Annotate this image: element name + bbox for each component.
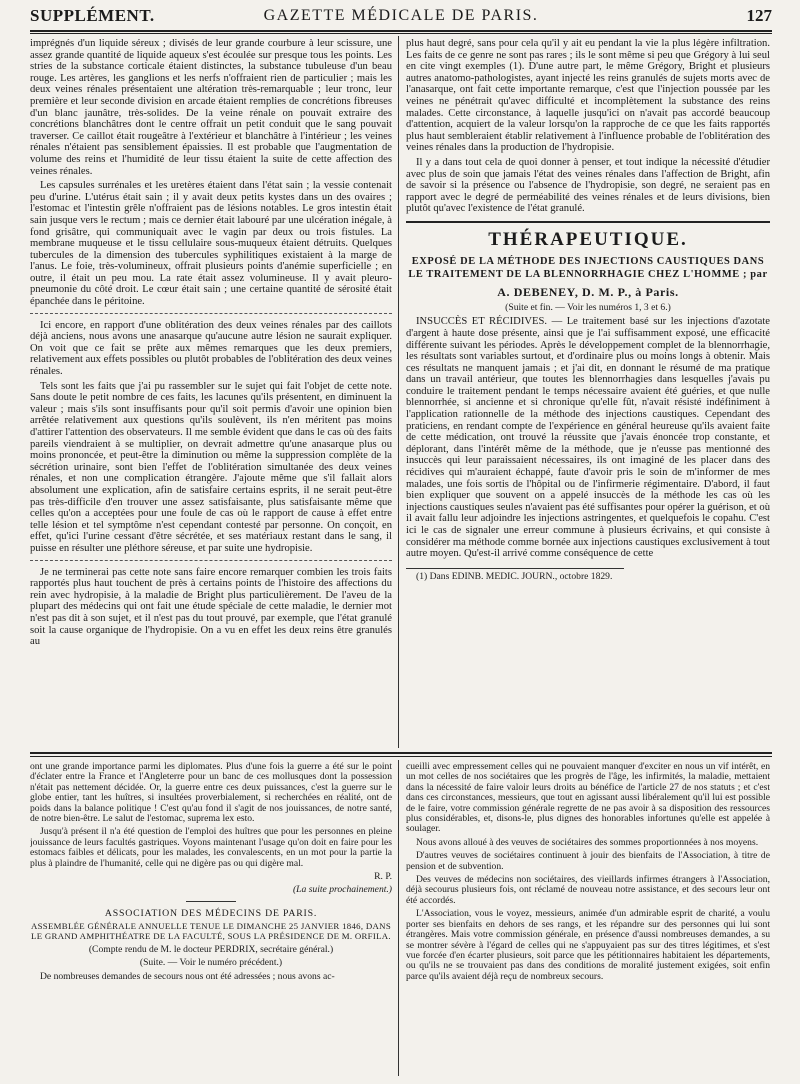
feuilleton-paragraph-1: ont une grande importance parmi les diplomates. Plus d'une fois la guerre a été sur le point d'éclater entre la France et l'Angleterre pour un banc de ces mollusques dont la possession n'était pas nettement décidée. Or, la guerre entre ces deux puissances, c'est la guerre sur le globe entier, tant les huîtres, si insultées proverbialement, si recherchées en réalité, ont de poids dans la balance politique ! C'est qu'au fond il s'agit de nos jouissances, de notre santé, de notre bien-être. Le salut de l'estomac, suprema lex esto. [30, 762, 392, 825]
header-rule-thin [30, 33, 772, 34]
assoc-right-paragraph-5: L'Association, vous le voyez, messieurs, animée d'un admirable esprit de charité, a voulu porter ses bienfaits en dehors de ses rangs, et les répandre sur des personnes qui lui sont étrangères. Mais votre commission générale, en présence d'aussi nombreuses demandes, a su se montrer sévère à l'égard de celles qui ne s'appuyaient pas sur des titres légitimes, et s'est vue forcée d'en écarter plusieurs, soit parce que les pétitionnaires habitaient les départements, ou qu'ils ne se trouvaient pas dans des conditions de moralité justement exigées, soit enfin parce qu'ils avaient déjà reçu de nombreux secours. [406, 908, 770, 982]
right-paragraph-1: plus haut degré, sans pour cela qu'il y ait eu pendant la vie la plus légère infiltration. Les faits de ce genre ne sont pas rares ; ils le sont même si peu que Grégory à lui seul en cite vingt exemples (1). D'une autre part, le même Grégory, Bright et plusieurs autres anatomo-pathologistes, ayant injecté les reins granulés de sujets morts avec de l'anasarque, ont fait cette importante remarque, c'est que l'injection poussée par les veines ne pénétrait qu'avec difficulté et incomplètement la substance des reins malades. Cette circonstance, à laquelle jusqu'ici on n'avait pas accordé beaucoup d'attention, acquiert de la valeur lorsqu'on la rapproche de ce que les faits rapportés plus haut sembleraient établir relativement à l'influence probable de l'oblitération des veines rénales dans la production de l'hydropisie. [406, 38, 770, 154]
article-title: EXPOSÉ DE LA MÉTHODE DES INJECTIONS CAUSTIQUES DANS LE TRAITEMENT DE LA BLENNORRHAGIE CHEZ L'HOMME ; par [408, 255, 768, 280]
supplement-label: SUPPLÉMENT. [30, 6, 155, 25]
section-rule [406, 221, 770, 223]
bottom-left-column [30, 762, 392, 1078]
report-credit: (Compte rendu de M. le docteur PERDRIX, secrétaire général.) [88, 943, 334, 955]
header-rule [30, 30, 772, 32]
journal-title: GAZETTE MÉDICALE DE PARIS. [263, 7, 539, 24]
page-header [30, 6, 772, 28]
signature: R. P. [374, 871, 392, 883]
left-paragraph-5: Je ne terminerai pas cette note sans faire encore remarquer combien les trois faits rapportés plus haut touchent de près à certains points de l'histoire des affections du rein avec hydropisie, à la maladie de Bright plus particulièrement. De l'aveu de la plupart des médecins qui ont fait une étude spéciale de cette maladie, le dernier mot n'est pas dit à son sujet, et il n'est pas du tout prouvé, par exemple, que l'état granulé soit la cause organique de l'hydropisie. On a vu en effet les deux reins être granulés au [30, 566, 392, 648]
article-note: (Suite et fin. — Voir les numéros 1, 3 et 6.) [505, 301, 671, 313]
feuilleton-rule-thin [30, 756, 772, 757]
left-column [30, 38, 392, 750]
page-number: 127 [746, 6, 772, 25]
section-title: THÉRAPEUTIQUE. [488, 228, 688, 250]
assoc-right-paragraph-3: D'autres veuves de sociétaires continuent à jouir des bienfaits de l'Association, à titre de pension et de subvention. [406, 850, 770, 872]
assembly-subtitle: ASSEMBLÉE GÉNÉRALE ANNUELLE TENUE LE DIMANCHE 25 JANVIER 1846, DANS LE GRAND AMPHITHÉATRE DE LA FACULTÉ, SOUS LA PRÉSIDENCE DE M. ORFILA. [30, 920, 392, 942]
short-rule [186, 901, 236, 902]
left-paragraph-1: imprégnés d'un liquide séreux ; divisés de leur grande courbure à leur scissure, une assez grande quantité de liquide aqueux s'est écoulée sur presque tous les points. Les stries de la substance corticale étaient distinctes, la substance tubuleuse d'un beau rouge. Les artères, les ganglions et les nerfs n'offraient rien de particulier ; mais les deux veines rénales présentaient une altération très-remarquable ; leur tronc, leur première et leur seconde division en arcade étaient remplies de concrétions fibreuses d'un blanc jaunâtre, très-solides. De la veine rénale on pouvait extraire des concrétions blanchâtres dont le centre offrait un petit conduit que le sang pouvait traverser. Ce caillot était rougeâtre à l'extérieur et blanchâtre à l'intérieur ; les veines rénales n'étaient pas sensiblement épaissies. Il est probable que l'augmentation de volume des reins et l'humidité de leur tissu étaient la suite de cette affection des veines rénales. [30, 38, 392, 177]
bottom-column-divider [398, 760, 399, 1076]
footnote-rule [406, 568, 624, 569]
assoc-right-paragraph-4: Des veuves de médecins non sociétaires, des vieillards infirmes étrangers à l'Association, déjà secourus plusieurs fois, ont réclamé de nouveau notre assistance, et des secours leur ont été accordés. [406, 874, 770, 906]
assoc-right-paragraph-2: Nous avons alloué à des veuves de sociétaires des sommes proportionnées à nos moyens. [416, 836, 759, 848]
article-paragraph: INSUCCÈS ET RÉCIDIVES. — Le traitement basé sur les injections d'azotate d'argent à haute dose présente, ainsi que je l'ai suffisamment exposé, une efficacité différente suivant les périodes. Après le développement complet de la blennorrhagie, les résultats sont variables surtout, et d'ordinaire plus ou moins longs à obtenir. Mais ces résultats ne manquent jamais ; et j'ai dit, en donnant le résumé de ma pratique dans un travail antérieur, que toutes les blennorrhagies dans lesquelles j'avais pu conduire le traitement pendant le temps nécessaire avaient été guéries, et que nulle blennorrhée, si ancienne et si chronique qu'elle fût, n'avait résisté indéfiniment à l'application rationnelle de la méthode des injections caustiques. Cependant des praticiens, en rendant compte de l'expérience en général heureuse qu'ils avaient faite de cette médication, ont trouvé la réussite que j'avais énoncée trop constante, et déplorant, dans l'intérêt même de la méthode, que je n'eusse pas mentionné des insuccès qui leur paraissaient nécessaires, ils ont imaginé de les placer dans des récidives qui m'auraient échappé, faute d'avoir pris le soin de m'informer de mes malades, une fois sortis de l'hôpital ou de l'infirmerie régimentaire. D'abord, il faut bien expliquer que souvent on a appelé insuccès de la méthode les cas où les injections caustiques seules n'avaient pas été suffisantes pour opérer la guérison, et où il avait fallu leur adjoindre les injections astringentes, et quelquefois le copahu. C'est ici le cas de signaler une erreur commune à plusieurs écrivains, et qui consiste à considérer ma méthode comme bornée aux injections caustiques exclusivement à tout autre moyen. Qu'est-il arrivé comme conséquence de cette [406, 316, 770, 560]
assoc-suite-note: (Suite. — Voir le numéro précédent.) [139, 957, 283, 969]
association-title: ASSOCIATION DES MÉDECINS DE PARIS. [104, 907, 318, 919]
assoc-paragraph: De nombreuses demandes de secours nous ont été adressées ; nous avons ac- [40, 970, 335, 982]
left-paragraph-3: Ici encore, en rapport d'une oblitération des deux veines rénales par des caillots déjà anciens, nous avons une anasarque qu'aucune autre lésion ne saurait expliquer. On voit que ce fait se prête aux mêmes remarques que les deux premiers, relativement aux effets possibles ou plutôt probables de l'oblitération des deux veines rénales. [30, 319, 392, 378]
right-column [406, 38, 770, 750]
feuilleton-paragraph-2: Jusqu'à présent il n'a été question de l'emploi des huîtres que pour les personnes en pleine jouissance de leurs facultés gastriques. Voyons maintenant l'usage qu'on doit en faire pour les estomacs faibles et délicats, pour les malades, les convalescents, en un mot pour la partie la plus à plaindre de l'humanité, celle qui ne digère pas ou qui digère mal. [30, 826, 392, 869]
column-divider [398, 36, 399, 748]
left-paragraph-4: Tels sont les faits que j'ai pu rassembler sur le sujet qui fait l'objet de cette note. Sans doute le petit nombre de ces faits, les lacunes qu'ils présentent, en diminuent la valeur ; mais s'ils sont insuffisants pour qu'il soit permis d'avoir une opinion bien arrêtée relativement aux questions qu'ils soulèvent, ils n'en méritent pas moins d'attirer l'attention des observateurs. Il me semble évident que dans le cas où des faits pareils viendraient à se multiplier, on devrait admettre qu'une anasarque plus ou moins prononcée, et peut-être la diminution ou même la suppression complète de la sécrétion urinaire, sont bien l'effet de l'oblitération simultanée des deux veines rénales, et non une complication étrangère. J'ajoute même que s'il fallait alors absolument une explication, afin de satisfaire certains esprits, il ne serait peut-être pas très-difficile d'en trouver une assez satisfaisante, plus satisfaisante même que celles qu'on a acceptées pour une foule de cas où le rapport de cause à effet entre telle lésion et tel symptôme n'est cependant contesté par personne. On conçoit, en effet, qu'ici l'urine cessant d'être sécrétée, et ses matériaux restant dans le sang, il puisse en résulter une pléthore séreuse, et par suite une hydropisie. [30, 380, 392, 554]
dashed-separator [30, 560, 392, 561]
right-paragraph-2: Il y a dans tout cela de quoi donner à penser, et tout indique la nécessité d'étudier avec plus de soin que jamais l'état des veines rénales dans l'affection de Bright, afin de savoir si la présence ou l'absence de l'hydropisie, son degré, ne seraient pas en rapport avec le degré de perméabilité des veines rénales et de leurs divisions, bien plutôt qu'avec l'existence de l'état granulé. [406, 156, 770, 215]
bottom-right-column [406, 762, 770, 1078]
dashed-separator [30, 313, 392, 314]
assoc-right-paragraph-1: cueilli avec empressement celles qui ne pouvaient manquer d'exciter en nous un vif intérêt, en un mot celles de nos sociétaires que les progrès de l'âge, les infirmités, la maladie, mettaient dans la nécessité de faire valoir leurs droits au bénéfice de l'article 27 de nos statuts ; et c'est dans ces circonstances, messieurs, que tout en agissant aussi libéralement qu'il lui est possible de le faire, votre commission générale regrette de ne pas avoir à sa disposition des ressources plus considérables, et, disons-le, plus dignes des honorables infortunes qu'elle est appelée à soulager. [406, 762, 770, 835]
article-author: A. DEBENEY, D. M. P., à Paris. [497, 284, 679, 299]
feuilleton-rule [30, 752, 772, 754]
footnote: (1) Dans EDINB. MEDIC. JOURN., octobre 1829. [416, 570, 613, 582]
left-paragraph-2: Les capsules surrénales et les uretères étaient dans l'état sain ; la vessie contenait peu d'urine. L'utérus était sain ; il y avait deux petits kystes dans un des ovaires ; l'estomac et l'intestin grêle n'offraient pas de lésions notables. Le gros intestin était sain jusque vers le rectum ; mais ce dernier était labouré par une ulcération inégale, à fond grisâtre, qui communiquait avec le vagin par deux ou trois fistules. La membrane muqueuse et le tissu cellulaire sous-muqueux étaient détruits. Quelques tubercules de la dimension des tubercules syphilitiques existaient à la marge de l'anus. Le foie, très-volumineux, offrait plusieurs points d'anémie superficielle ; en outre, il était un peu mou. La rate était assez volumineuse. Il y avait pleuro-pneumonie du côté droit. Le cœur était sain ; une certaine quantité de sérosité était épanchée dans le péritoine. [30, 180, 392, 308]
suite-note: (La suite prochainement.) [292, 884, 392, 896]
